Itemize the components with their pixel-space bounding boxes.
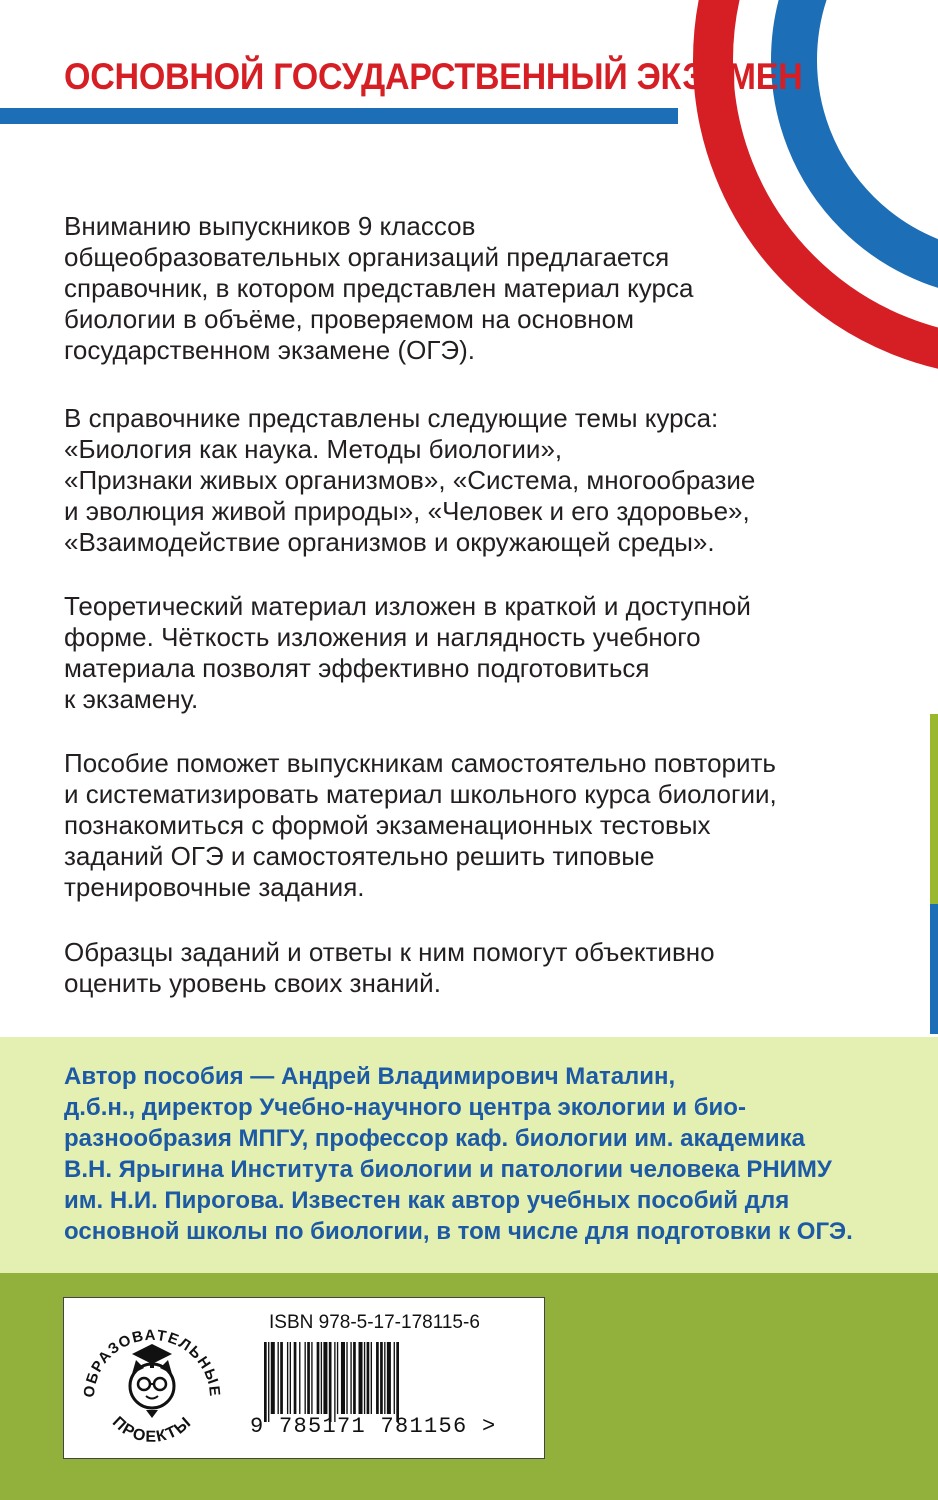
text-line: оценить уровень своих знаний. [64,968,441,998]
barcode-bar [278,1342,279,1414]
logo-bottom-text [109,1414,195,1446]
barcode-bar [317,1342,320,1414]
theory-paragraph [64,591,884,715]
barcode-bar [264,1342,267,1422]
text-line: Теоретический материал изложен в краткой и доступной [64,591,751,621]
barcode-bar [323,1342,327,1414]
barcode-bar [394,1342,395,1414]
text-line: «Признаки живых организмов», «Система, многообразие [64,465,756,495]
text-line: общеобразовательных организаций предлагается [64,242,670,272]
barcode-bar [305,1342,306,1414]
text-line: к экзамену. [64,684,199,714]
barcode-bar [350,1342,351,1414]
isbn-box [63,1297,545,1459]
barcode-bar [280,1342,283,1414]
exam-title: ОСНОВНОЙ ГОСУДАРСТВЕННЫЙ ЭКЗАМЕН [64,56,803,97]
barcode-bar [341,1342,345,1414]
author-line: основной школы по биологии, в том числе для подготовки к ОГЭ. [64,1218,853,1245]
samples-paragraph [64,937,884,999]
barcode-bar [346,1342,347,1414]
barcode-bar [371,1342,372,1414]
text-line: Вниманию выпускников 9 классов [64,211,476,241]
barcode-bar [353,1342,356,1414]
logo-top-path: ОБРАЗОВАТЕЛЬНЫЕ [80,1326,224,1399]
text-line: «Взаимодействие организмов и окружающей среды». [64,527,715,557]
barcode-bar [311,1342,312,1414]
barcode-bar [321,1342,322,1414]
text-line: тренировочные задания. [64,872,365,902]
barcode-bar [364,1342,365,1414]
text-line: и эволюция живой природы», «Человек и его здоровье», [64,496,750,526]
author-line: д.б.н., директор Учебно-научного центра экологии и био- [64,1094,746,1121]
author-line: Автор пособия — Андрей Владимирович Маталин, [64,1063,676,1090]
barcode-bar [367,1342,370,1414]
barcode-bar [268,1342,269,1422]
header-rule [0,108,678,124]
text-line: и систематизировать материал школьного курса биологии, [64,779,777,809]
barcode-bar [396,1342,399,1422]
barcode-digits: 9 785171 781156 > [250,1414,497,1439]
barcode-bar [307,1342,310,1414]
text-line: форме. Чёткость изложения и наглядность учебного [64,622,701,652]
intro-paragraph [64,211,884,366]
text-line: познакомиться с формой экзаменационных тестовых [64,810,711,840]
barcode [262,1342,522,1422]
publisher-logo [72,1306,232,1451]
barcode-bar [290,1342,291,1414]
text-line: биологии в объёме, проверяемом на основном [64,304,634,334]
barcode-bar [384,1342,385,1414]
barcode-bar [329,1342,332,1422]
text-line: государственном экзамене (ОГЭ). [64,335,475,365]
barcode-bar [271,1342,275,1414]
barcode-bar [380,1342,383,1414]
side-accent-blue [930,904,938,1034]
benefits-paragraph [64,748,884,903]
barcode-bar [287,1342,288,1414]
barcode-bar [299,1342,300,1414]
author-panel [0,1037,938,1273]
author-bio [64,1061,924,1247]
text-line: заданий ОГЭ и самостоятельно решить типовые [64,841,655,871]
cat-icon [130,1344,174,1418]
author-line: им. Н.И. Пирогова. Известен как автор учебных пособий для [64,1187,790,1214]
barcode-bar [387,1342,391,1414]
barcode-bar [337,1342,338,1414]
isbn-label: ISBN 978-5-17-178115-6 [269,1312,480,1333]
side-accent-green [930,714,938,904]
barcode-bar [334,1342,335,1422]
text-line: В справочнике представлены следующие темы курса: [64,403,719,433]
text-line: Пособие поможет выпускникам самостоятельно повторить [64,748,776,778]
text-line: материала позволят эффективно подготовиться [64,653,650,683]
text-line: справочник, в котором представлен материал курса [64,273,694,303]
logo-bottom-path: ПРОЕКТЫ [108,1413,196,1446]
author-line: В.Н. Ярыгина Института биологии и патологии человека РНИМУ [64,1156,832,1183]
bottom-panel [0,1273,938,1500]
text-line: Образцы заданий и ответы к ним помогут объективно [64,937,715,967]
topics-paragraph [64,403,884,558]
barcode-bar [359,1342,363,1414]
author-line: разнообразия МПГУ, профессор каф. биологии им. академика [64,1125,805,1152]
text-line: «Биология как наука. Методы биологии», [64,434,563,464]
barcode-bar [294,1342,297,1414]
barcode-bar [376,1342,379,1414]
barcode-bars [264,1342,399,1422]
